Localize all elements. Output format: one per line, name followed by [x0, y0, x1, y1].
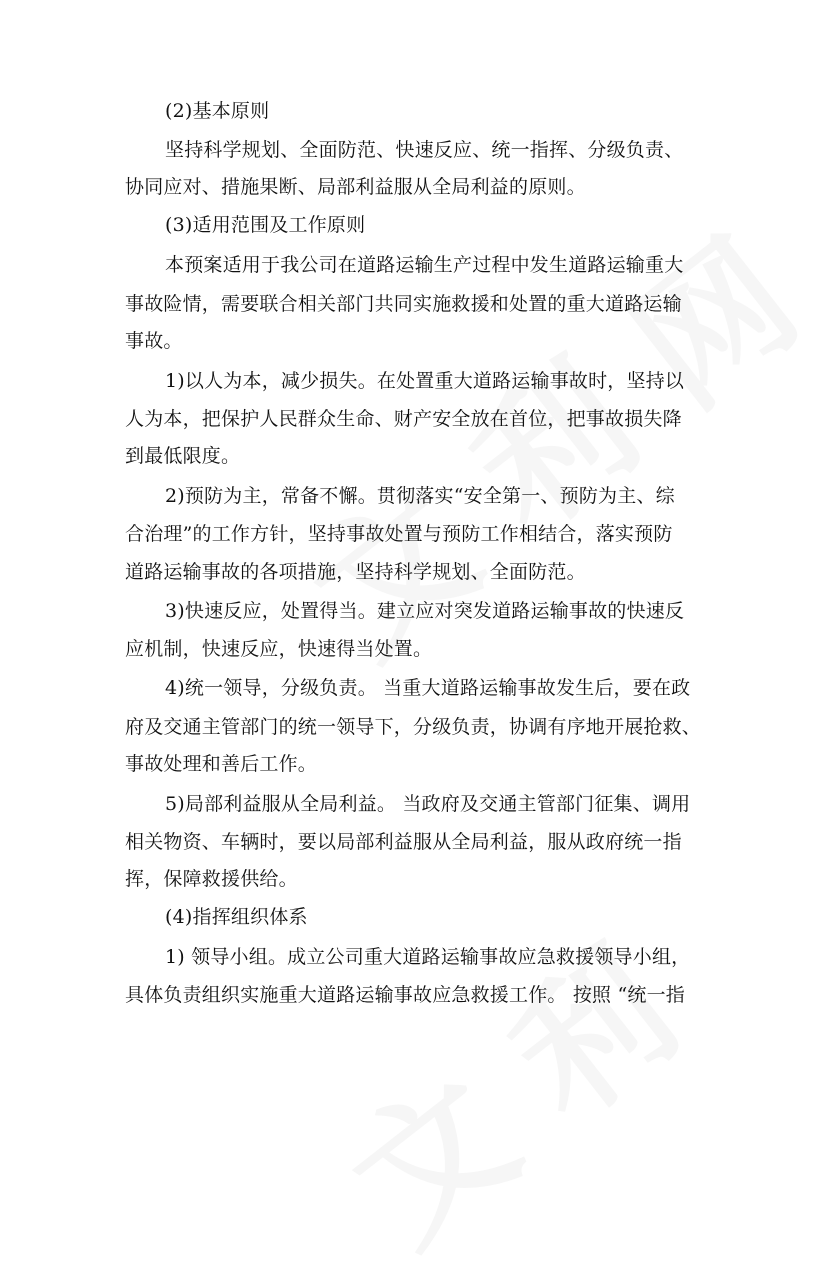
paragraph-line: 道路运输事故的各项措施，坚持科学规划、全面防范。 [125, 561, 586, 583]
heading-basic-principles: (2)基本原则 [165, 100, 270, 122]
paragraph-line: 1) 领导小组。成立公司重大道路运输事故应急救援领导小组， [165, 946, 691, 968]
paragraph-line: 4)统一领导，分级负责。 当重大道路运输事故发生后，要在政 [165, 677, 691, 699]
paragraph-line: 合治理”的工作方针，坚持事故处置与预防工作相结合，落实预防 [125, 523, 673, 545]
paragraph-line: 事故。 [125, 330, 183, 352]
paragraph-line: 相关物资、车辆时，要以局部利益服从全局利益，服从政府统一指 [125, 831, 682, 853]
paragraph-line: 1)以人为本，减少损失。在处置重大道路运输事故时，坚持以 [165, 370, 685, 392]
paragraph-line: 事故险情，需要联合相关部门共同实施救援和处置的重大道路运输 [125, 293, 682, 315]
paragraph-line: 5)局部利益服从全局利益。 当政府及交通主管部门征集、调用 [165, 793, 691, 815]
paragraph-line: 府及交通主管部门的统一领导下，分级负责，协调有序地开展抢救、 [125, 716, 702, 738]
paragraph-line: 到最低限度。 [125, 445, 241, 467]
paragraph-line: 坚持科学规划、全面防范、快速反应、统一指挥、分级负责、 [165, 139, 684, 161]
paragraph-line: 具体负责组织实施重大道路运输事故应急救援工作。 按照 “统一指 [125, 984, 685, 1006]
paragraph-line: 2)预防为主，常备不懈。贯彻落实“安全第一、预防为主、综 [165, 485, 675, 507]
heading-command-system: (4)指挥组织体系 [165, 906, 308, 928]
paragraph-line: 本预案适用于我公司在道路运输生产过程中发生道路运输重大 [165, 254, 684, 276]
paragraph-line: 3)快速反应，处置得当。建立应对突发道路运输事故的快速反 [165, 600, 685, 622]
paragraph-line: 事故处理和善后工作。 [125, 753, 318, 775]
paragraph-line: 挥，保障救援供给。 [125, 868, 298, 890]
heading-scope: (3)适用范围及工作原则 [165, 214, 366, 236]
paragraph-line: 应机制，快速反应，快速得当处置。 [125, 638, 433, 660]
paragraph-line: 协同应对、措施果断、局部利益服从全局利益的原则。 [125, 176, 586, 198]
paragraph-line: 人为本，把保护人民群众生命、财产安全放在首位，把事故损失降 [125, 408, 682, 430]
